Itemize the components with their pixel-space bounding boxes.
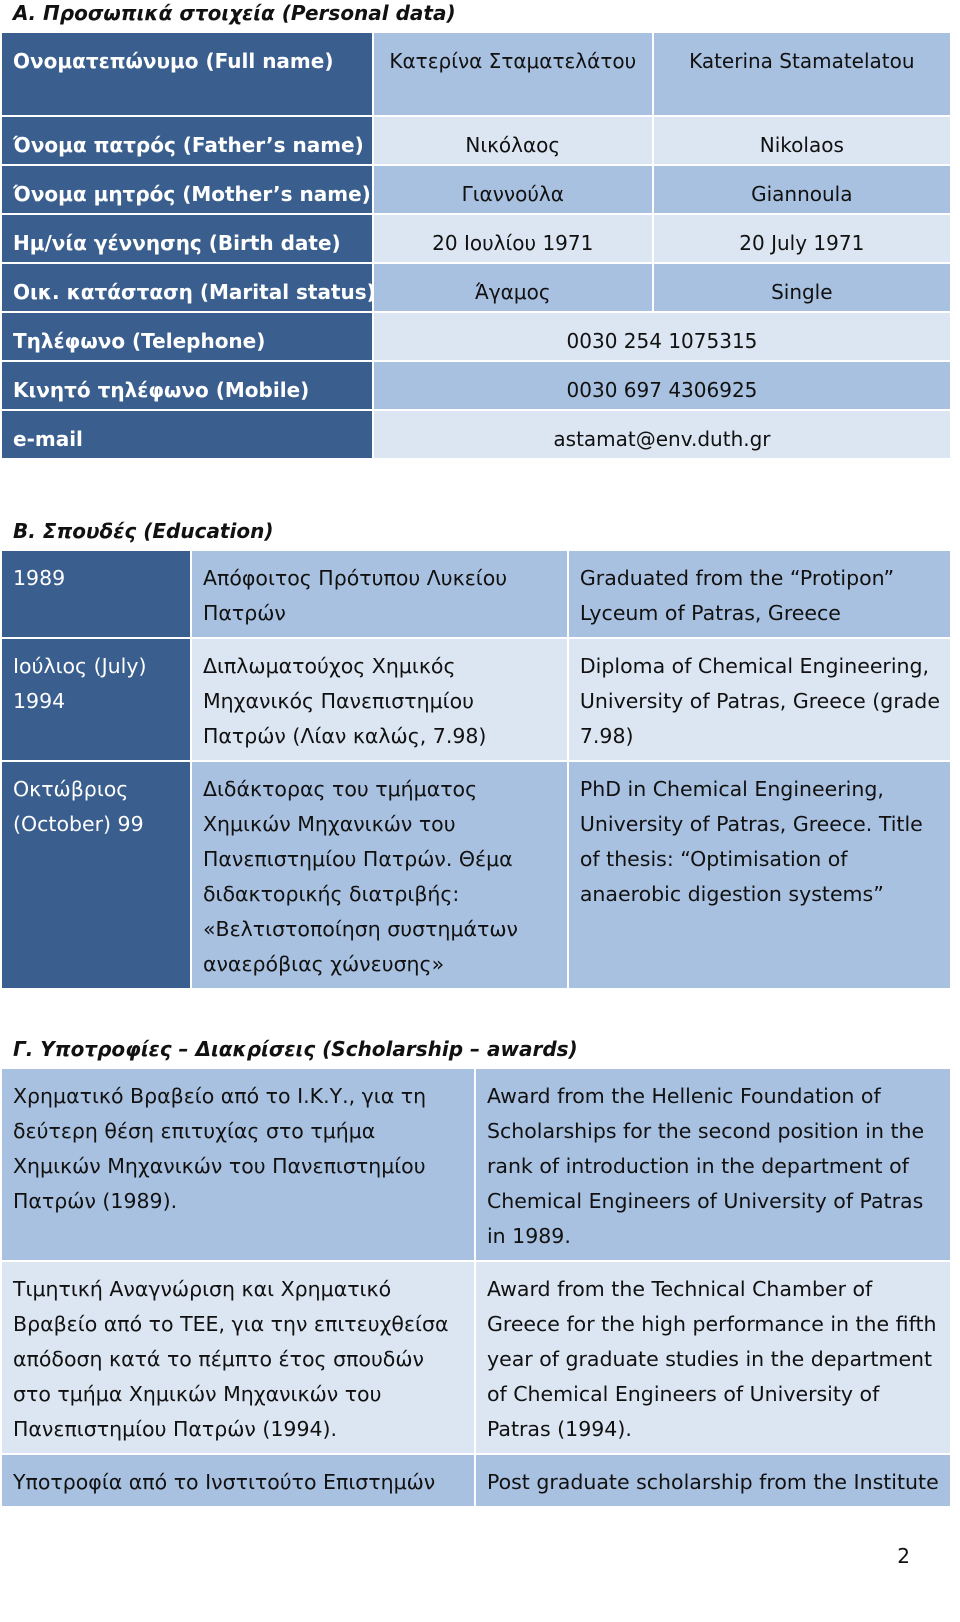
award-greek: Χρηματικό Βραβείο από το Ι.Κ.Υ., για τη δεύτερη θέση επιτυχίας στο τμήμα Χημικών Μηχανικών του Πανεπιστημίου Πατρών (1989). <box>2 1069 474 1260</box>
section-title-awards: Γ. Υποτροφίες – Διακρίσεις (Scholarship – awards) <box>13 1037 578 1061</box>
field-label: Όνομα πατρός (Father’s name) <box>2 117 372 164</box>
field-label: Ονοματεπώνυμο (Full name) <box>2 33 372 115</box>
field-value-english: Nikolaos <box>654 117 950 164</box>
field-value-greek: Γιαννούλα <box>374 166 652 213</box>
education-english: PhD in Chemical Engineering, University of Patras, Greece. Title of thesis: “Optimisation of anaerobic digestion systems” <box>569 762 950 988</box>
telephone-label: Τηλέφωνο (Telephone) <box>2 313 372 360</box>
table-row <box>2 117 950 164</box>
table-row <box>2 1069 950 1260</box>
table-row <box>2 362 950 409</box>
award-english: Award from the Technical Chamber of Greece for the high performance in the fifth year of graduate studies in the department of Chemical Engineers of University of Patras (1994). <box>476 1262 950 1453</box>
field-label: Ημ/νία γέννησης (Birth date) <box>2 215 372 262</box>
field-value-english: Giannoula <box>654 166 950 213</box>
field-value-greek: Άγαμος <box>374 264 652 311</box>
table-row <box>2 411 950 458</box>
section-title-personal: Α. Προσωπικά στοιχεία (Personal data) <box>13 1 456 25</box>
table-row <box>2 313 950 360</box>
email-value: astamat@env.duth.gr <box>374 411 950 458</box>
field-value-greek: Νικόλαος <box>374 117 652 164</box>
table-row <box>2 1455 950 1506</box>
field-value-greek: 20 Ιουλίου 1971 <box>374 215 652 262</box>
education-date: Οκτώβριος (October) 99 <box>2 762 190 988</box>
education-table <box>0 549 952 990</box>
education-english: Diploma of Chemical Engineering, University of Patras, Greece (grade 7.98) <box>569 639 950 760</box>
field-value-english: Katerina Stamatelatou <box>654 33 950 115</box>
field-label: Όνομα μητρός (Mother’s name) <box>2 166 372 213</box>
education-greek: Διπλωματούχος Χημικός Μηχανικός Πανεπιστημίου Πατρών (Λίαν καλώς, 7.98) <box>192 639 567 760</box>
table-row <box>2 33 950 115</box>
page-number: 2 <box>897 1544 910 1568</box>
education-date: Ιούλιος (July) 1994 <box>2 639 190 760</box>
award-greek: Τιμητική Αναγνώριση και Χρηματικό Βραβείο από το ΤΕΕ, για την επιτευχθείσα απόδοση κατά το πέμπτο έτος σπουδών στο τμήμα Χημικών Μηχανικών του Πανεπιστημίου Πατρών (1994). <box>2 1262 474 1453</box>
personal-data-table <box>0 31 952 460</box>
mobile-label: Κινητό τηλέφωνο (Mobile) <box>2 362 372 409</box>
telephone-value: 0030 254 1075315 <box>374 313 950 360</box>
mobile-value: 0030 697 4306925 <box>374 362 950 409</box>
table-row <box>2 166 950 213</box>
award-greek: Υποτροφία από το Ινστιτούτο Επιστημών <box>2 1455 474 1506</box>
table-row <box>2 762 950 988</box>
table-row <box>2 551 950 637</box>
education-greek: Διδάκτορας του τμήματος Χημικών Μηχανικών του Πανεπιστημίου Πατρών. Θέμα διδακτορικής διατριβής: «Βελτιστοποίηση συστημάτων αναερόβιας χώνευσης» <box>192 762 567 988</box>
education-english: Graduated from the “Protipon” Lyceum of Patras, Greece <box>569 551 950 637</box>
awards-table <box>0 1067 952 1508</box>
award-english: Post graduate scholarship from the Institute <box>476 1455 950 1506</box>
field-label: Οικ. κατάσταση (Marital status) <box>2 264 372 311</box>
section-title-education: Β. Σπουδές (Education) <box>13 519 274 543</box>
field-value-english: Single <box>654 264 950 311</box>
education-date: 1989 <box>2 551 190 637</box>
education-greek: Απόφοιτος Πρότυπου Λυκείου Πατρών <box>192 551 567 637</box>
field-value-greek: Κατερίνα Σταματελάτου <box>374 33 652 115</box>
table-row <box>2 215 950 262</box>
award-english: Award from the Hellenic Foundation of Scholarships for the second position in the rank of introduction in the department of Chemical Engineers of University of Patras in 1989. <box>476 1069 950 1260</box>
email-label: e-mail <box>2 411 372 458</box>
table-row <box>2 264 950 311</box>
table-row <box>2 1262 950 1453</box>
field-value-english: 20 July 1971 <box>654 215 950 262</box>
table-row <box>2 639 950 760</box>
